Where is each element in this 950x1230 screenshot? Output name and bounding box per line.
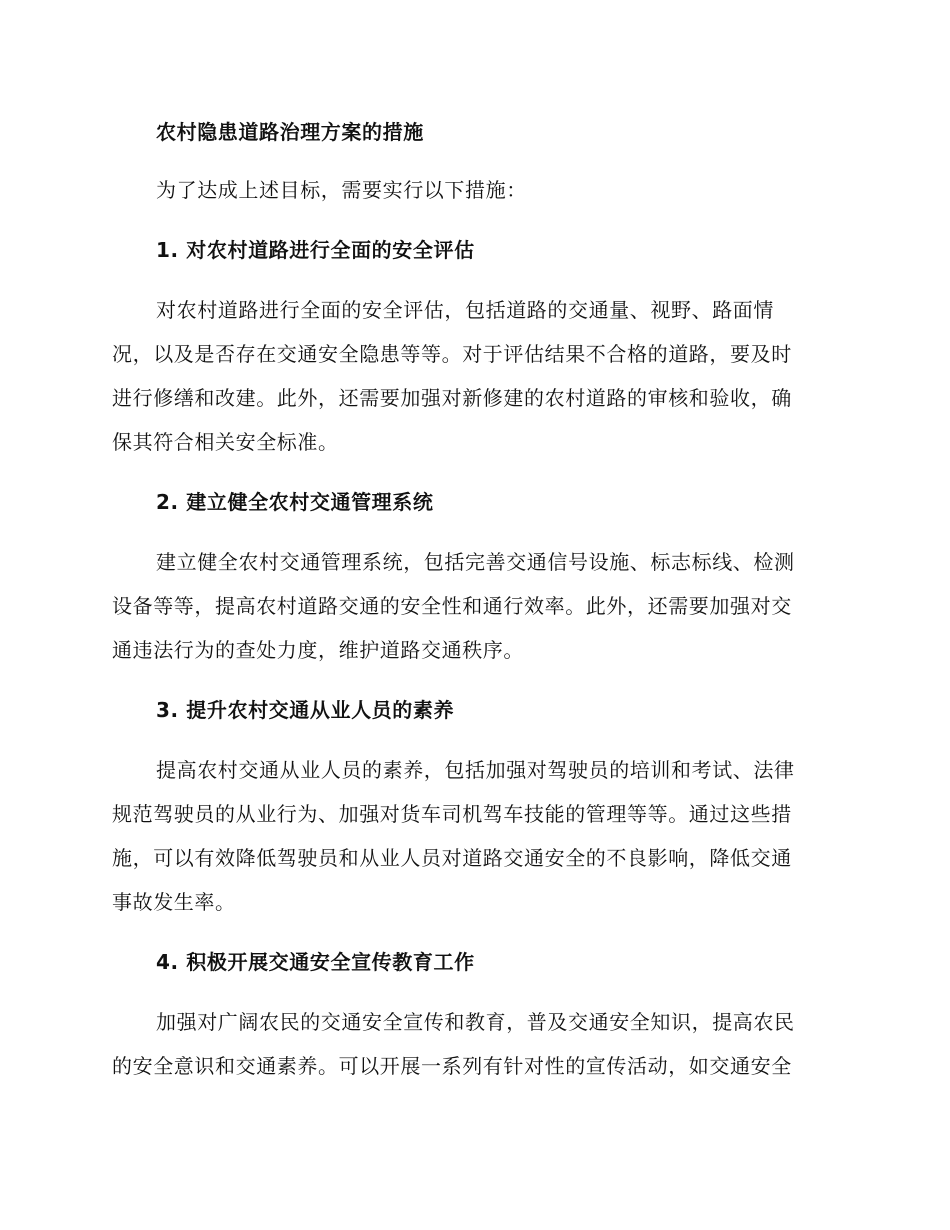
- paragraph-line: 建立健全农村交通管理系统，包括完善交通信号设施、标志标线、检测: [156, 550, 795, 574]
- document-page: [112, 110, 832, 1104]
- paragraph-line: 对农村道路进行全面的安全评估，包括道路的交通量、视野、路面情: [156, 298, 774, 322]
- section-paragraph-4: [112, 1000, 832, 1088]
- section-heading-3: 3. 提升农村交通从业人员的素养: [156, 698, 455, 722]
- section-heading-4: 4. 积极开展交通安全宣传教育工作: [156, 950, 475, 974]
- paragraph-line: 事故发生率。: [112, 890, 236, 914]
- paragraph-line: 保其符合相关安全标准。: [112, 430, 339, 454]
- section-paragraph-2: [112, 540, 832, 672]
- section-heading-1: 1. 对农村道路进行全面的安全评估: [156, 238, 475, 262]
- section-paragraph-1: [112, 288, 832, 464]
- section-heading-2: 2. 建立健全农村交通管理系统: [156, 490, 434, 514]
- paragraph-line: 规范驾驶员的从业行为、加强对货车司机驾车技能的管理等等。通过这些措: [112, 802, 792, 826]
- paragraph-line: 施，可以有效降低驾驶员和从业人员对道路交通安全的不良影响，降低交通: [112, 846, 792, 870]
- section-paragraph-3: [112, 748, 832, 924]
- paragraph-line: 提高农村交通从业人员的素养，包括加强对驾驶员的培训和考试、法律: [156, 758, 795, 782]
- paragraph-line: 加强对广阔农民的交通安全宣传和教育，普及交通安全知识，提高农民: [156, 1010, 795, 1034]
- intro-text: 为了达成上述目标，需要实行以下措施：: [156, 178, 527, 202]
- paragraph-line: 通违法行为的查处力度，维护道路交通秩序。: [112, 638, 524, 662]
- document-title: 农村隐患道路治理方案的措施: [156, 120, 424, 144]
- paragraph-line: 设备等等，提高农村道路交通的安全性和通行效率。此外，还需要加强对交: [112, 594, 792, 618]
- paragraph-line: 况，以及是否存在交通安全隐患等等。对于评估结果不合格的道路，要及时: [112, 342, 792, 366]
- paragraph-line: 的安全意识和交通素养。可以开展一系列有针对性的宣传活动，如交通安全: [112, 1054, 792, 1078]
- paragraph-line: 进行修缮和改建。此外，还需要加强对新修建的农村道路的审核和验收，确: [112, 386, 792, 410]
